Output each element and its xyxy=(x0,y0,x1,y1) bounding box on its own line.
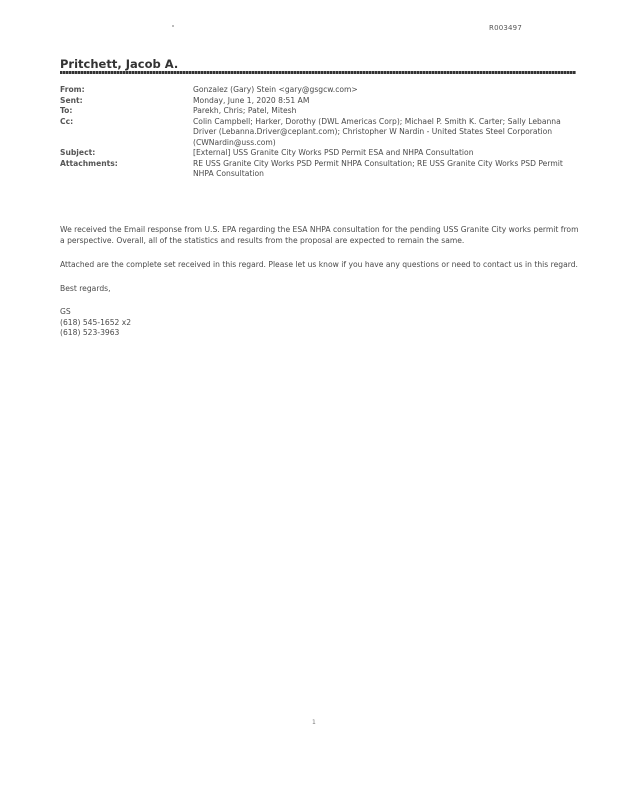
sent-value: Monday, June 1, 2020 8:51 AM xyxy=(193,95,310,105)
subject-value: [External] USS Granite City Works PSD Permit ESA and NHPA Consultation xyxy=(193,148,474,157)
header-rule xyxy=(60,71,576,74)
to-label: To: xyxy=(60,106,73,115)
body-closing: Best regards, xyxy=(60,284,111,293)
from-label: From: xyxy=(60,85,85,94)
header-to xyxy=(60,106,580,117)
to-value: Parekh, Chris; Patel, Mitesh xyxy=(193,106,297,115)
header-from xyxy=(60,85,580,96)
signature-initials: GS xyxy=(60,307,71,316)
attachments-value: RE USS Granite City Works PSD Permit NHPA Consultation; RE USS Granite City Works PSD Permit NHPA Consultation xyxy=(193,158,563,178)
sent-label: Sent: xyxy=(60,95,83,105)
body-paragraph-2: Attached are the complete set received in this regard. Please let us know if you have any questions or need to contact us in this regard. xyxy=(60,260,578,269)
author-name: Pritchett, Jacob A. xyxy=(60,57,179,71)
signature xyxy=(60,307,582,339)
from-value: Gonzalez (Gary) Stein <gary@gsgcw.com> xyxy=(193,85,358,94)
page-number: 1 xyxy=(312,719,316,726)
attachments-label: Attachments: xyxy=(60,158,118,168)
scan-speck xyxy=(172,25,174,27)
header-attachments xyxy=(60,159,580,180)
body-paragraph-1: We received the Email response from U.S. EPA regarding the ESA NHPA consultation for the pending USS Granite City works permit from a perspective. Overall, all of the statistics and results from the proposal are expected to remain the same. xyxy=(60,225,579,245)
cc-label: Cc: xyxy=(60,116,74,126)
email-body xyxy=(60,224,582,339)
signature-phone-1: (618) 545-1652 x2 xyxy=(60,317,132,327)
header-subject xyxy=(60,148,580,159)
email-header xyxy=(60,85,580,180)
subject-label: Subject: xyxy=(60,148,96,157)
header-sent xyxy=(60,96,580,107)
header-cc xyxy=(60,117,580,149)
signature-phone-2: (618) 523-3963 xyxy=(60,328,120,337)
cc-value: Colin Campbell; Harker, Dorothy (DWL Americas Corp); Michael P. Smith K. Carter; Sally Lebanna Driver (Lebanna.Driver@ceplant.com); Christopher W Nardin - United States Steel Corporation (CWNardin@uss.com) xyxy=(193,116,561,147)
bates-number: R003497 xyxy=(489,24,522,32)
